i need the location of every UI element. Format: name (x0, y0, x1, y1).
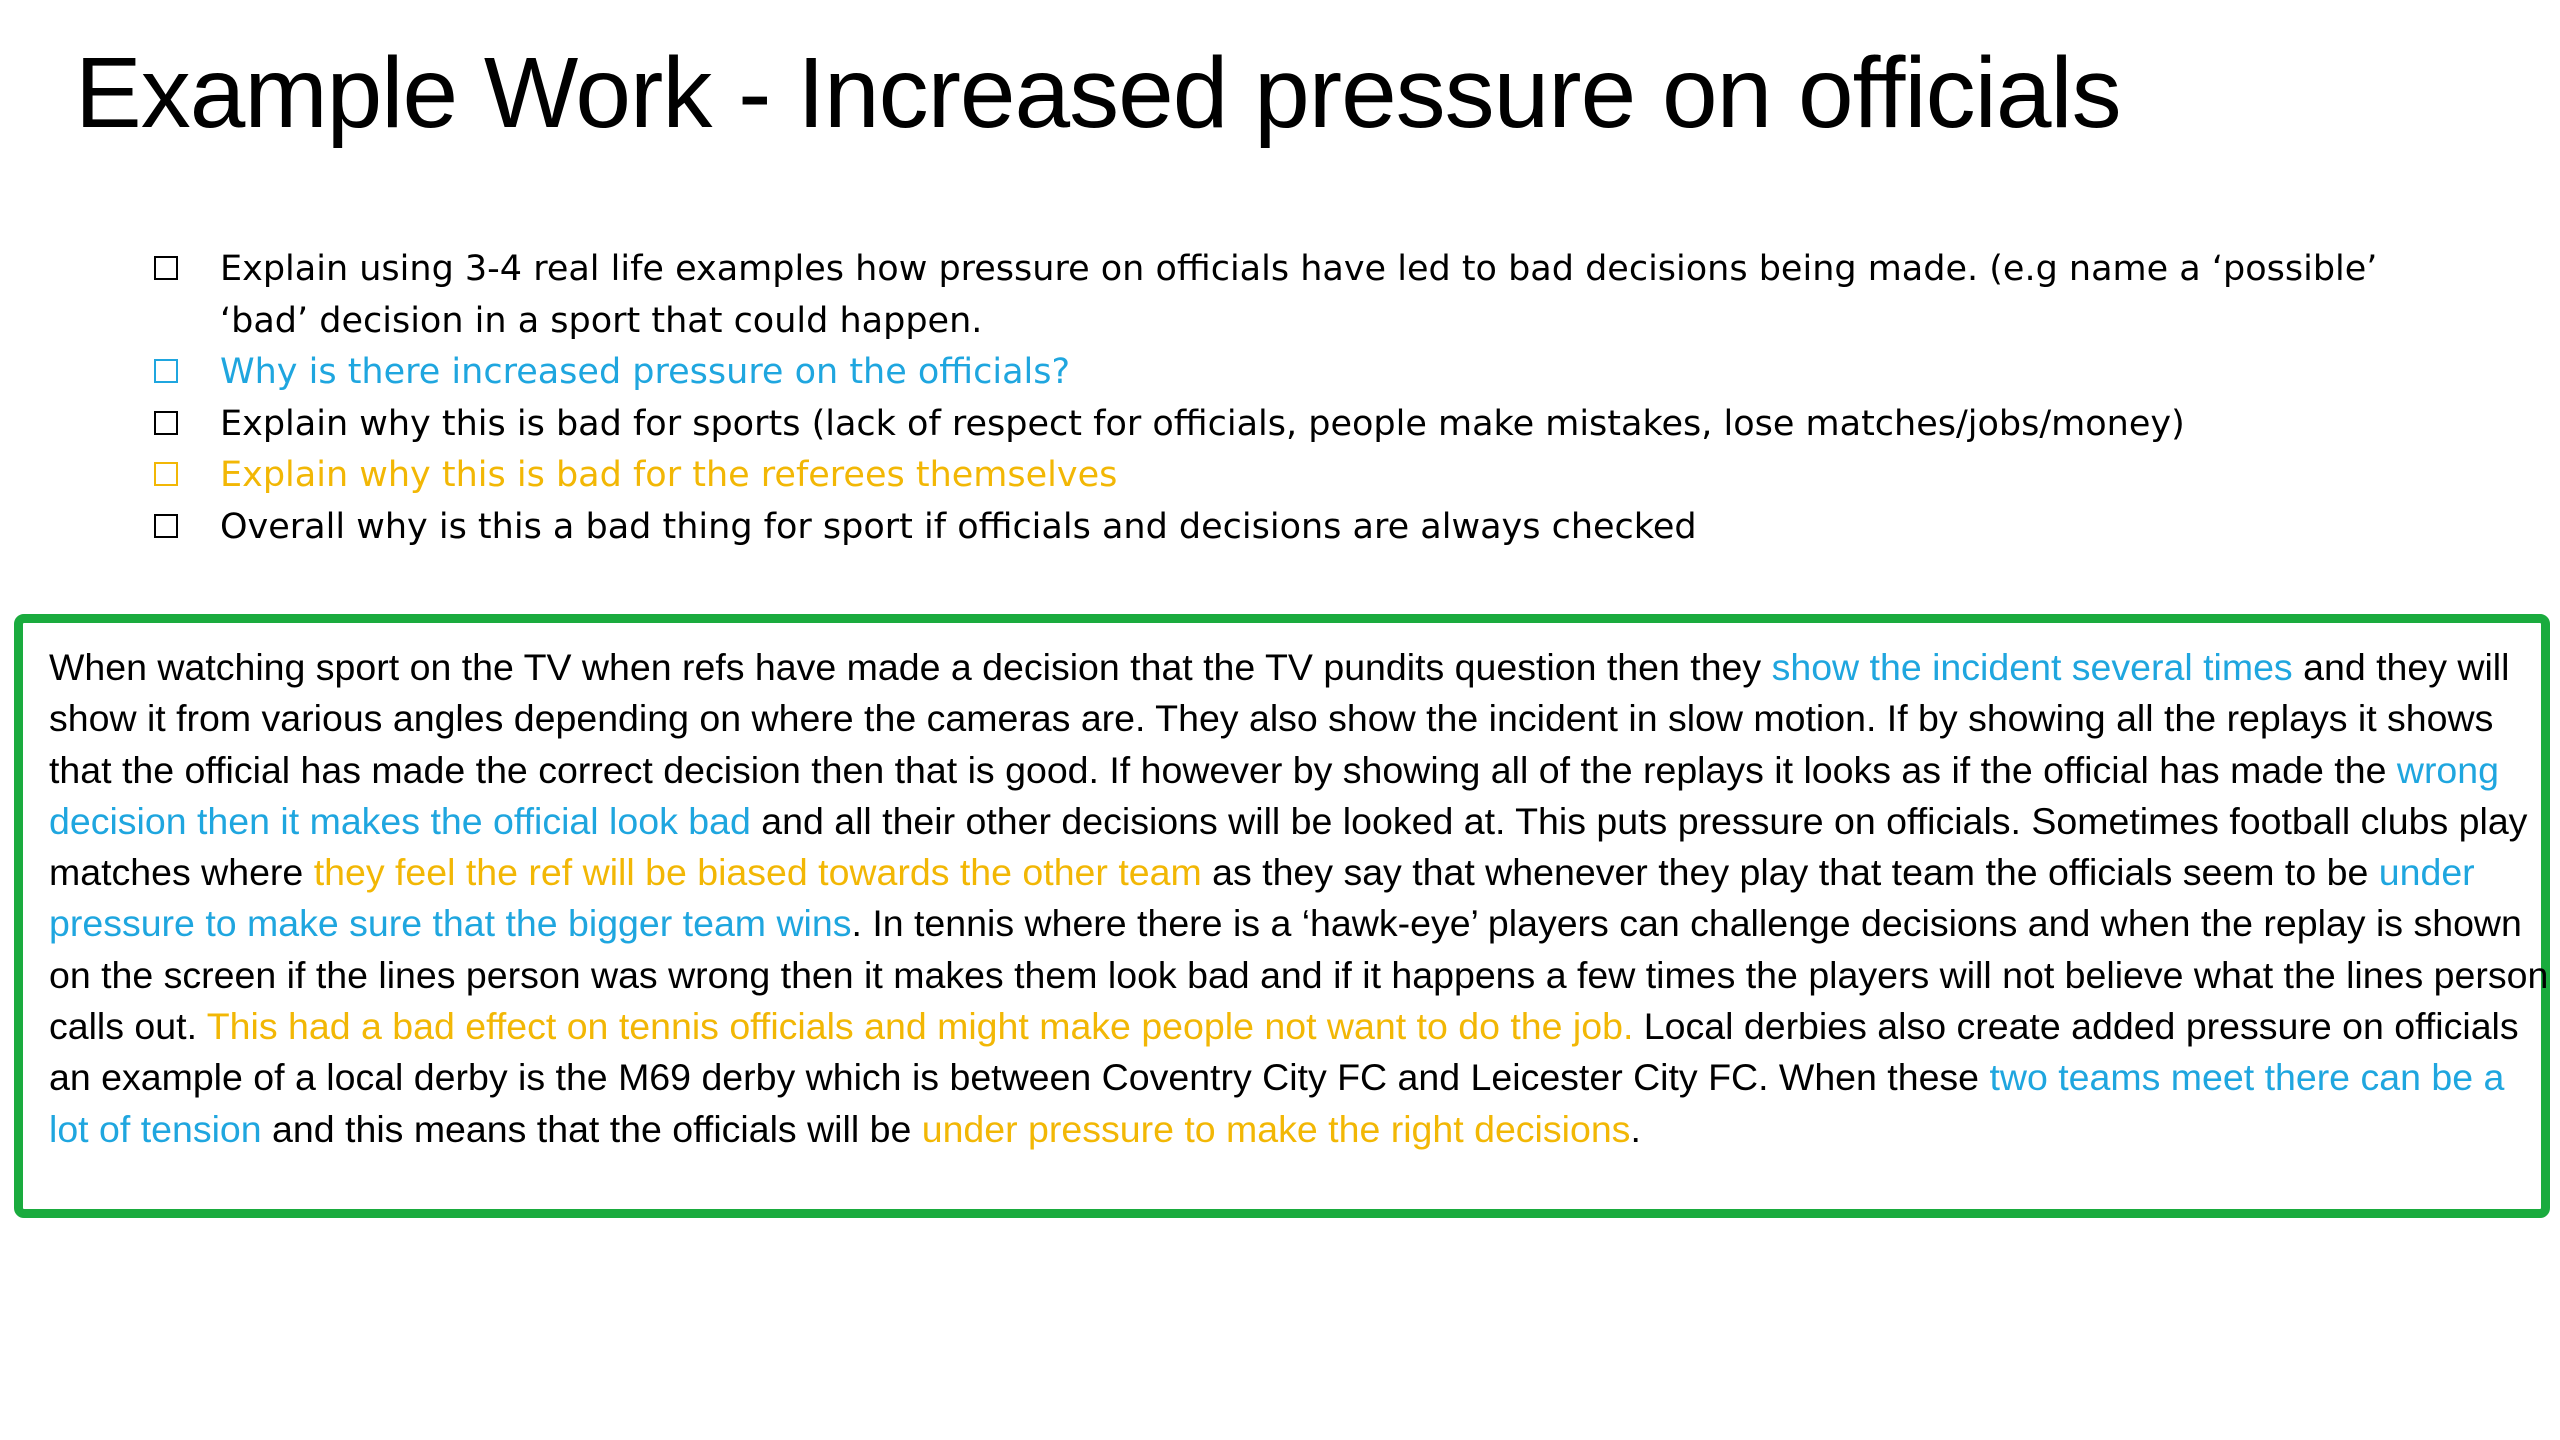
checklist-item-text: Explain why this is bad for sports (lack of respect for officials, people make mistakes, lose matches/jobs/money) (220, 403, 2185, 444)
checkbox-icon[interactable] (154, 359, 178, 383)
answer-highlight-gold: under pressure to make the right decisions (921, 1107, 1631, 1150)
answer-text-segment: and they will show it from various angles depending on where the cameras are. They also show the incident in slow motion. If by showing all the replays it shows that the official has made the correct decision then that is good. If however by showing all of the replays it looks as if the official has made the (49, 646, 2510, 791)
checklist-item (150, 399, 2410, 451)
answer-text-segment: and this means that the officials will be (261, 1107, 922, 1150)
example-answer-box (14, 614, 2550, 1218)
example-answer-paragraph (49, 642, 2549, 1155)
task-checklist (150, 244, 2410, 553)
checklist-item-text: Overall why is this a bad thing for sport if officials and decisions are always checked (220, 506, 1697, 547)
answer-highlight-gold: This had a bad effect on tennis officials and might make people not want to do the job. (206, 1005, 1634, 1048)
checkbox-icon[interactable] (154, 462, 178, 486)
checklist-item (150, 502, 2410, 554)
answer-text-segment: Local derbies also create added pressure on officials an example of a local derby is the M69 derby which is between Coventry City FC and Leicester City FC. When these (49, 1005, 2519, 1099)
answer-highlight-blue: wrong decision then it makes the official look bad (49, 748, 2499, 842)
answer-highlight-blue: show the incident several times (1771, 646, 2293, 688)
checkbox-icon[interactable] (154, 256, 178, 280)
answer-highlight-blue: under pressure to make sure that the bigger team wins (49, 851, 2475, 945)
answer-text-segment: and all their other decisions will be looked at. This puts pressure on officials. Sometimes football clubs play matches where (49, 799, 2528, 894)
answer-text-segment: . (1630, 1107, 1641, 1150)
checklist-item (150, 347, 2410, 399)
answer-text-segment: . In tennis where there is a ‘hawk-eye’ players can challenge decisions and when the replay is shown on the screen if the lines person was wrong then it makes them look bad and if it happens a few times the players will not believe what the lines person calls out. (49, 902, 2549, 1048)
checklist-item (150, 244, 2410, 347)
slide-title: Example Work - Increased pressure on officials (75, 37, 2121, 149)
checklist-item-text: Why is there increased pressure on the officials? (220, 352, 1071, 392)
checklist-item-text: Explain why this is bad for the referees themselves (220, 455, 1118, 495)
checkbox-icon[interactable] (154, 411, 178, 435)
answer-text-segment: When watching sport on the TV when refs have made a decision that the TV pundits question then they (49, 646, 1772, 688)
answer-highlight-gold: they feel the ref will be biased towards the other team (313, 851, 1202, 894)
checkbox-icon[interactable] (154, 514, 178, 538)
checklist-item-text: Explain using 3-4 real life examples how pressure on officials have led to bad decisions being made. (e.g name a ‘possible’ ‘bad’ decision in a sport that could happen. (220, 249, 2378, 341)
answer-text-segment: as they say that whenever they play that team the officials seem to be (1201, 851, 2379, 894)
answer-highlight-blue: two teams meet there can be a lot of tension (49, 1056, 2505, 1150)
checklist-item (150, 450, 2410, 502)
